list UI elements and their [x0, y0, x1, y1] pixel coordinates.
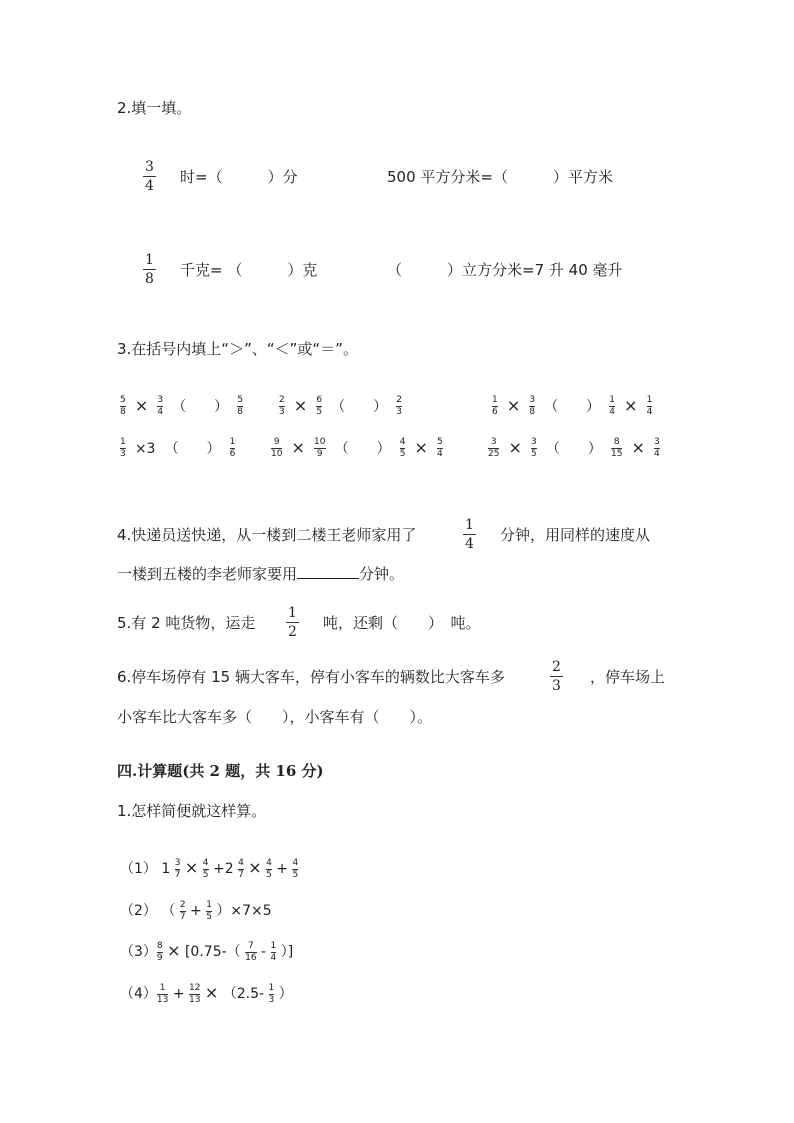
q2-r2a-text: 千克= （ ）克 [180, 261, 318, 279]
fraction: $\frac{3}{8}$ [529, 395, 536, 417]
q4-text2: 分钟，用同样的速度从 [500, 526, 651, 544]
calc-item-1: （1） 1 $\frac{3}{7}$ × $\frac{4}{5}$ +2 $\frac{4}{7}$ × $\frac{4}{5}$ + $\frac{4}{5}$ [120, 857, 299, 880]
q3-r2-g2: $\frac{9}{10}$ × $\frac{10}{9}$ （ ） $\frac{4}{5}$ × $\frac{5}{4}$ [271, 437, 443, 459]
fraction: $\frac{1}{6}$ [492, 395, 498, 417]
fraction: $\frac{8}{15}$ [610, 437, 623, 459]
calc-item-3: （3） $\frac{8}{9}$ × [0.75-（ $\frac{7}{16}$ - $\frac{1}{4}$ ）] [120, 940, 294, 963]
fraction: $\frac{1}{4}$ [646, 395, 653, 417]
q2-r1b-text: 500 平方分米=（ ）平方米 [387, 168, 613, 186]
fraction: $\frac{4}{5}$ [399, 437, 406, 459]
fraction: $\frac{5}{8}$ [120, 395, 126, 417]
q6-fraction: $\frac{2}{3}$ [552, 659, 561, 694]
fraction: $\frac{1}{6}$ [229, 437, 236, 459]
answer-blank[interactable] [297, 577, 359, 579]
fraction: $\frac{1}{4}$ [609, 395, 615, 417]
q2-r2b-text: （ ）立方分米=7 升 40 毫升 [387, 261, 623, 279]
fraction: $\frac{1}{8}$ [145, 252, 154, 287]
q4-fraction: $\frac{1}{4}$ [465, 517, 474, 552]
fraction: $\frac{3}{4}$ [654, 437, 660, 459]
q5-text2: 吨，还剩（ ） 吨。 [323, 614, 481, 632]
section4-q1-title: 1.怎样简便就这样算。 [117, 802, 267, 820]
fraction: $\frac{2}{3}$ [396, 395, 402, 417]
q6-text3: 小客车比大客车多（ ），小客车有（ ）。 [117, 708, 433, 726]
q2-r1a-text: 时=（ ）分 [180, 168, 298, 186]
q4-line2: 一楼到五楼的李老师家要用 分钟。 [117, 565, 405, 583]
fraction: $\frac{10}{9}$ [314, 437, 326, 459]
q4-text1: 4.快递员送快递，从一楼到二楼王老师家用了 [117, 526, 417, 544]
calc-item-4: （4） $\frac{1}{13}$ + $\frac{12}{13}$ × （2.5- $\frac{1}{3}$ ） [120, 982, 293, 1005]
q5-fraction: $\frac{1}{2}$ [288, 605, 297, 640]
fraction: $\frac{5}{4}$ [437, 437, 443, 459]
q6-text1: 6.停车场停有 15 辆大客车，停有小客车的辆数比大客车多 [117, 668, 505, 686]
q2-title: 2.填一填。 [117, 99, 192, 117]
q3-r1-g3: $\frac{1}{6}$ × $\frac{3}{8}$ （ ） $\frac{1}{4}$ × $\frac{1}{4}$ [492, 395, 653, 417]
fraction: $\frac{2}{3}$ [279, 395, 285, 417]
calc-item-2: （2） （ $\frac{2}{7}$ + $\frac{1}{5}$ ）×7×5 [120, 899, 272, 922]
q2-r1a [143, 160, 156, 193]
fraction: $\frac{3}{4}$ [145, 159, 154, 194]
fraction: $\frac{5}{8}$ [237, 395, 243, 417]
q3-r2-g1: $\frac{1}{3}$ ×3 （ ） $\frac{1}{6}$ [120, 437, 236, 459]
fraction: $\frac{3}{4}$ [157, 395, 164, 417]
q2-r2a [143, 253, 156, 286]
q5-text1: 5.有 2 吨货物，运走 [117, 614, 256, 632]
fraction: $\frac{3}{5}$ [531, 437, 537, 459]
fraction: $\frac{9}{10}$ [271, 437, 283, 459]
fraction: $\frac{6}{5}$ [316, 395, 323, 417]
fraction: $\frac{3}{25}$ [488, 437, 500, 459]
q3-title: 3.在括号内填上“＞”、“＜”或“＝”。 [117, 340, 358, 358]
section4-title: 四.计算题(共 2 题，共 16 分) [117, 762, 324, 780]
fraction: $\frac{1}{3}$ [120, 437, 126, 459]
q6-text2: ，停车场上 [590, 668, 666, 686]
q3-r1-g2: $\frac{2}{3}$ × $\frac{6}{5}$ （ ） $\frac{2}{3}$ [279, 395, 402, 417]
q3-r2-g3: $\frac{3}{25}$ × $\frac{3}{5}$ （ ） $\frac{8}{15}$ × $\frac{3}{4}$ [488, 437, 660, 459]
q3-r1-g1: $\frac{5}{8}$ × $\frac{3}{4}$ （ ） $\frac{5}{8}$ [120, 395, 243, 417]
